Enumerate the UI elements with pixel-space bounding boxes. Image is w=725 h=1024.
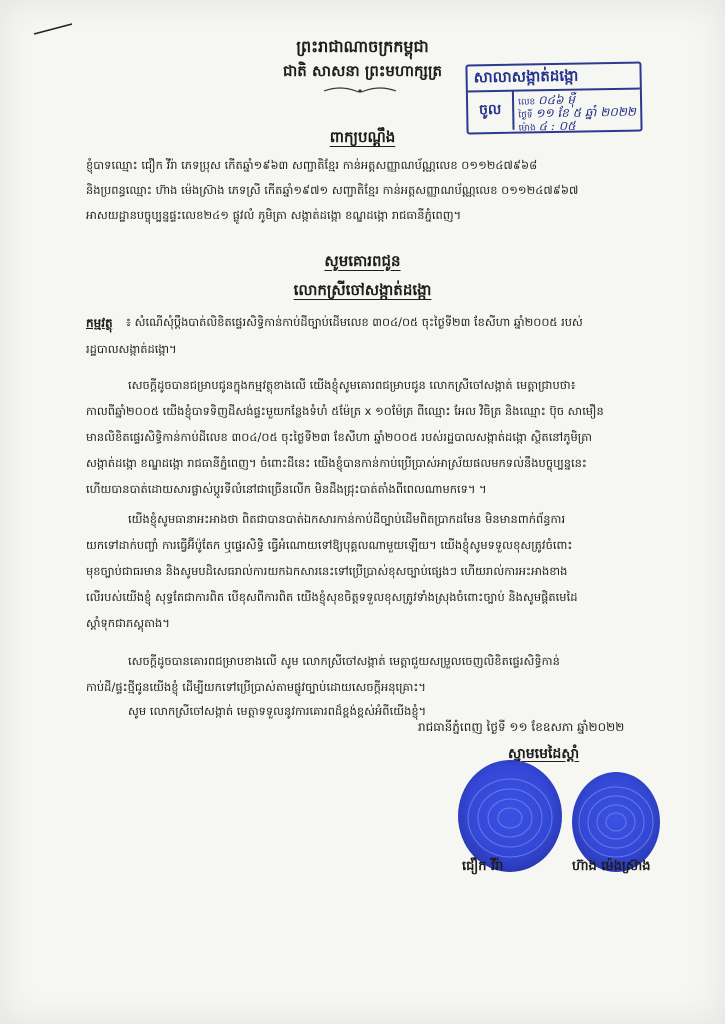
petition-title: ពាក្យបណ្តឹង [329,128,396,146]
stamp-time-label: ម៉ោង [518,123,536,134]
body-line: ស្តាំទុកជាភស្តុតាង។ [86,616,170,630]
stamp-title: សាលាសង្កាត់ដង្កោ [473,66,579,87]
thumbprint-label: ស្នាមមេដៃស្តាំ [508,746,580,762]
stamp-number-label: លេខ [517,97,536,108]
subject-line: ៖ សំណើសុំប្តឹងបាត់លិខិតផ្ទេរសិទ្ធិកាន់កាប់ដីច្បាប់ដើមលេខ ៣០៤/០៥ ចុះថ្ងៃទី២៣ ខែសីហា ឆ្នាំ២០០៥ របស់ [126,315,583,329]
stamp-date-label: ថ្ងៃទី [518,110,533,121]
respectfully-to: សូមគោរពជូន [324,252,401,270]
body-line: សូម លោកស្រីចៅសង្កាត់ មេត្តាទទួលនូវការគោរពដ៏ខ្ពង់ខ្ពស់អំពីយើងខ្ញុំ។ [128,704,427,718]
intro-line: ខ្ញុំបាទឈ្មោះ ជឿក វីរ៉ា ភេទប្រុស កើតឆ្នាំ១៩៦៣ សញ្ជាតិខ្មែរ កាន់អត្តសញ្ញាណប័ណ្ណលេខ ០១១២៤៧៩៦៨ [86,158,538,172]
subject-label: កម្មវត្ថុ [86,316,113,330]
body-line: កាប់ដី/ផ្ទះថ្មីជូនយើងខ្ញុំ ដើម្បីយកទៅប្រើប្រាស់តាមផ្លូវច្បាប់ដោយសេចក្តីអនុគ្រោះ។ [86,680,426,694]
ornament-divider [320,86,400,96]
body-line: យើងខ្ញុំសូមធានាអះអាងថា ពិតជាបានបាត់ឯកសារកាន់កាប់ដីច្បាប់ដើមពិតប្រាកដមែន មិនមានពាក់ព័ន្ធការ [128,512,566,526]
subject-line: រដ្ឋបាលសង្កាត់ដង្កោ។ [86,342,177,356]
body-line: មានលិខិតផ្ទេរសិទ្ធិកាន់កាប់ដីលេខ ៣០៤/០៥ ចុះថ្ងៃទី២៣ ខែសីហា ឆ្នាំ២០០៥ របស់រដ្ឋបាលសង្កាត់ដង្កោ ស្ថិតនៅភូមិត្រា [86,430,593,444]
received-stamp [465,61,642,134]
signer-name: ជឿក វីរ៉ា [462,859,504,874]
body-line: សេចក្តីដូចបានគោរពជម្រាបខាងលើ សូម លោកស្រីចៅសង្កាត់ មេត្តាជួយសម្រួលចេញលិខិតផ្ទេរសិទ្ធិកាន់ [128,654,560,668]
pen-mark [32,22,74,36]
body-line: មុខច្បាប់ជាធរមាន និងសូមបដិសេធរាល់ការយកឯកសារនេះទៅប្រើប្រាស់ខុសច្បាប់ផ្សេងៗ ហើយរាល់ការអះអាងខាង [86,564,568,578]
stamp-number-value: ០៤៦ ម៉ឺ [537,92,576,108]
stamp-time-value: ៤ : ០៥ [538,118,576,134]
stamp-incoming-label: ចូល [468,91,515,131]
signer-name: ហ៊ាង ម៉េងស្រ៊ាង [572,859,651,874]
body-line: សេចក្តីដូចបានជម្រាបជូនក្នុងកម្មវត្ថុខាងលើ យើងខ្ញុំសូមគោរពជម្រាបជូន លោកស្រីចៅសង្កាត់ មេត្តាជ្រាបថា៖ [128,378,576,392]
intro-line: និងប្រពន្ធឈ្មោះ ហ៊ាង ម៉េងស្រ៊ាង ភេទស្រី កើតឆ្នាំ១៩៧១ សញ្ជាតិខ្មែរ កាន់អត្តសញ្ញាណប័ណ្ណលេខ ០១១២៤៧៩៦៧ [86,183,579,197]
national-motto: ជាតិ សាសនា ព្រះមហាក្សត្រ [283,62,442,80]
kingdom-heading: ព្រះរាជាណាចក្រកម្ពុជា [296,37,429,56]
body-line: លើរបស់យើងខ្ញុំ សុទ្ធតែជាការពិត បើខុសពីការពិត យើងខ្ញុំសុខចិត្តទទួលខុសត្រូវទាំងស្រុងចំពោះច្បាប់ និងសូមផ្តិតមេដៃ [86,590,578,604]
body-line: ហើយបានបាត់ដោយសារផ្លាស់ប្តូរទីលំនៅជាច្រើនលើក មិនដឹងជ្រុះបាត់តាំងពីពេលណាមកទេ។ ។ [86,482,487,496]
body-line: យកទៅដាក់បញ្ចាំ ការធ្វើអ៊ីប៉ូតែក ឬផ្ទេរសិទ្ធិ ធ្វើអំណោយទៅឱ្យបុគ្គលណាមួយឡើយ។ យើងខ្ញុំសូមទទួលខុសត្រូវចំពោះ [86,538,573,552]
intro-line: អាសយដ្ឋានបច្ចុប្បន្នផ្ទះលេខ២៤១ ផ្លូវលំ ភូមិត្រា សង្កាត់ដង្កោ ខណ្ឌដង្កោ រាជធានីភ្នំពេញ។ [86,208,462,222]
body-line: កាលពីឆ្នាំ២០០៥ យើងខ្ញុំបាទទិញដីសង់ផ្ទះមួយកន្លែងទំហំ ៥ម៉ែត្រ x ១០ម៉ែត្រ ពីឈ្មោះ អែល វិចិត្រ និងឈ្មោះ ប៊ុច សាមឿន [86,404,604,418]
date-line: រាជធានីភ្នំពេញ ថ្ងៃទី ១១ ខែឧសភា ឆ្នាំ២០២២ [418,720,625,734]
recipient-title: លោកស្រីចៅសង្កាត់ដង្កោ [293,281,432,299]
stamp-date-value: ១១ ខែ ៥ ឆ្នាំ ២០២២ [535,104,637,121]
body-line: សង្កាត់ដង្កោ ខណ្ឌដង្កោ រាជធានីភ្នំពេញ។ ចំពោះដីនេះ យើងខ្ញុំបានកាន់កាប់ប្រើប្រាស់អាស្រ័យផលមកទល់នឹងបច្ចុប្បន្ននេះ [86,456,587,470]
